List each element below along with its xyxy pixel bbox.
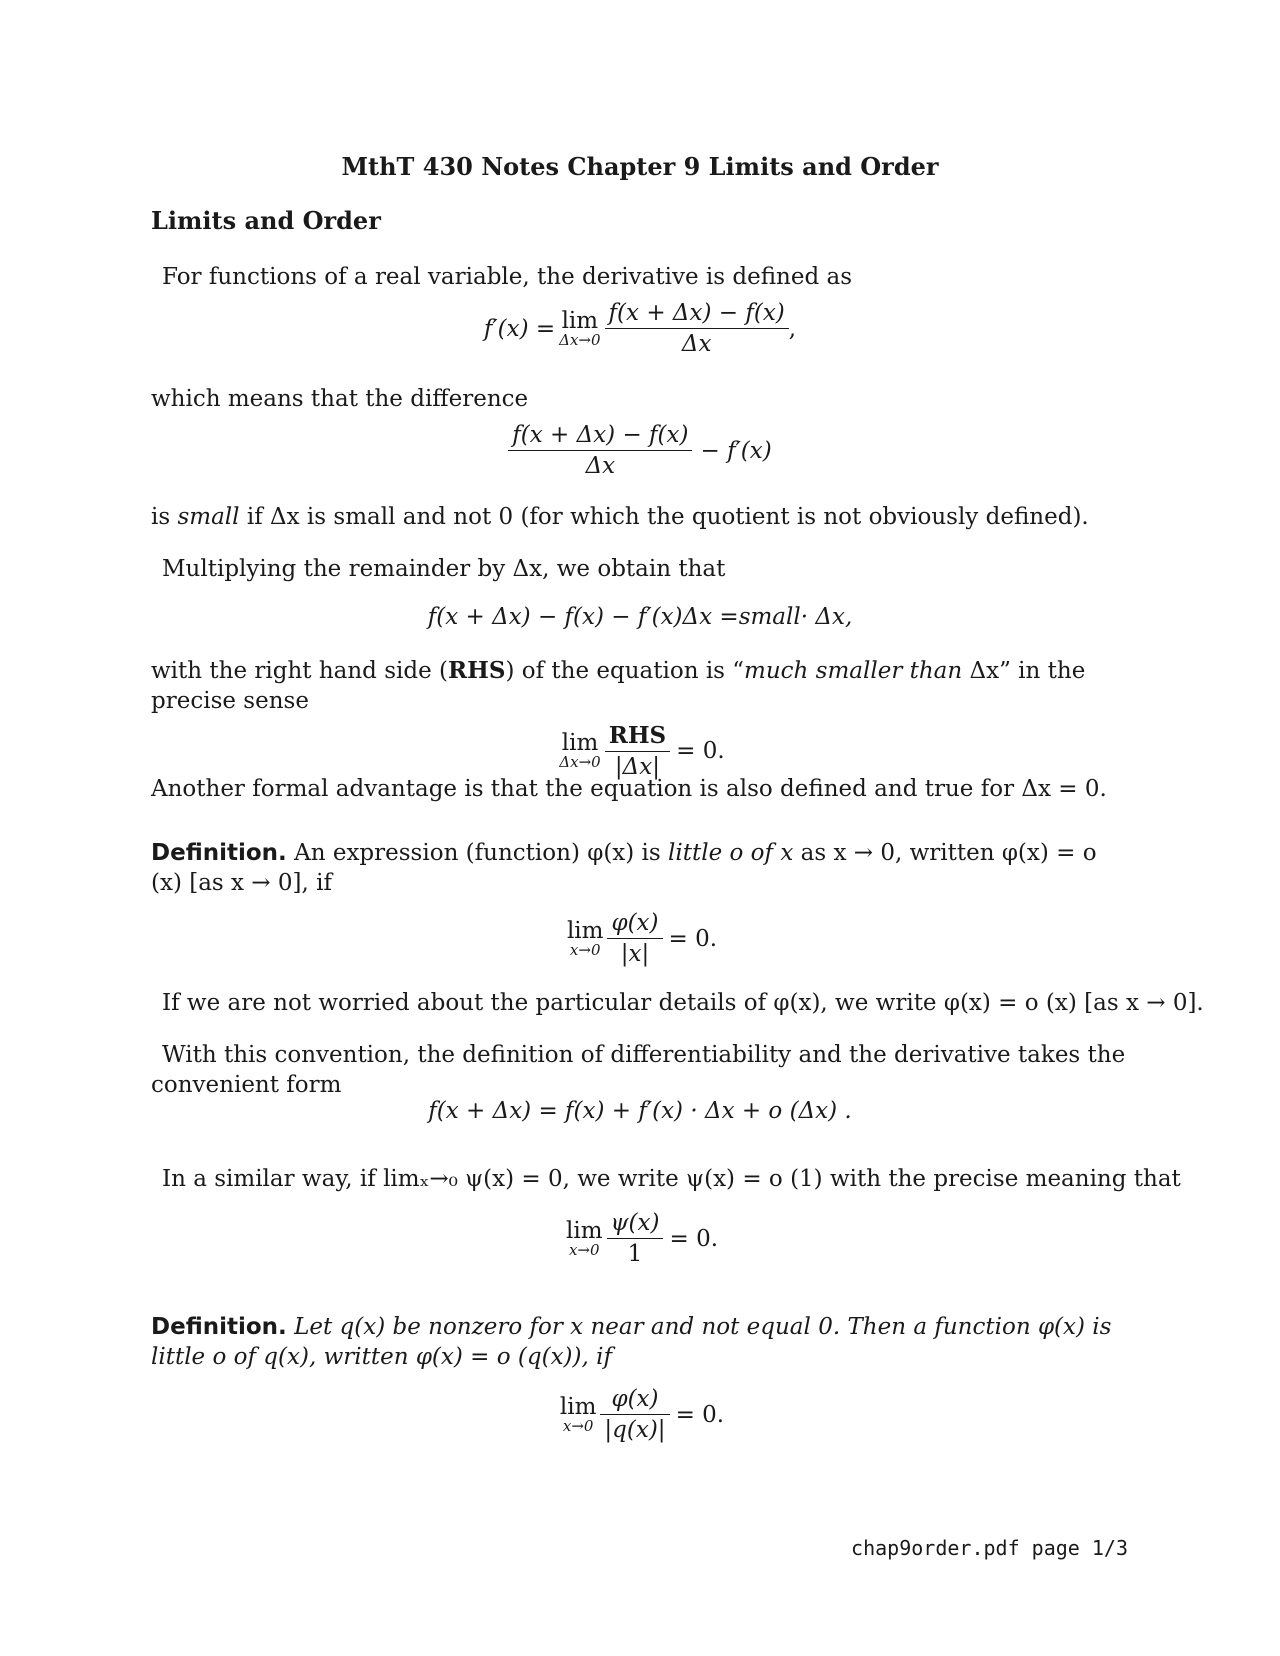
- eq8-fraction: [600, 1386, 669, 1443]
- def1-b: as x → 0, written φ(x) = o (x) [as x → 0], if: [151, 840, 1097, 896]
- eq5-denominator: |x|: [620, 941, 650, 967]
- paragraph-not-worried: If we are not worried about the particular details of φ(x), we write φ(x) = o (x) [as x → 0].: [162, 990, 1204, 1016]
- eq7-lim-sub: x→0: [568, 1240, 600, 1259]
- eq2-numerator: f(x + Δx) − f(x): [508, 422, 692, 451]
- def1-emphasis: little o of x: [668, 840, 794, 866]
- eq5-numerator: φ(x): [607, 910, 662, 939]
- eq1-denominator: Δx: [681, 331, 712, 357]
- eq5-fraction: [607, 910, 662, 967]
- p3-post: if Δx is small and not 0 (for which the quotient is not obviously defined).: [239, 504, 1089, 530]
- eq4-fraction: [605, 722, 670, 780]
- eq5-limit: [567, 919, 604, 959]
- def2-text: Let q(x) be nonzero for x near and not equal 0. Then a function φ(x) is little o of q(x), written φ(x) = o (q(x)), if: [151, 1314, 1112, 1370]
- equation-remainder: [0, 604, 1280, 630]
- p3-pre: is: [151, 504, 178, 530]
- eq4-tail: = 0.: [676, 738, 725, 764]
- eq1-numerator: f(x + Δx) − f(x): [605, 300, 789, 329]
- page-footer: chap9order.pdf page 1/3: [851, 1536, 1128, 1560]
- eq6-text: f(x + Δx) = f(x) + f′(x) · Δx + o (Δx) .: [428, 1098, 852, 1124]
- eq7-limit: [566, 1219, 603, 1259]
- paragraph-advantage: Another formal advantage is that the equation is also defined and true for Δx = 0.: [151, 776, 1107, 802]
- p3-emphasis: small: [177, 504, 240, 530]
- definition-little-o: [151, 838, 1131, 898]
- eq8-numerator: φ(x): [600, 1386, 669, 1415]
- paragraph-difference: which means that the difference: [151, 386, 529, 412]
- equation-o-one: [0, 1210, 1280, 1267]
- eq1-tail: ,: [788, 315, 797, 342]
- eq4-lim-sub: Δx→0: [559, 753, 601, 772]
- equation-rhs-limit: [0, 722, 1280, 780]
- eq8-limit: [560, 1395, 597, 1435]
- eq8-denominator: |q(x)|: [604, 1417, 666, 1443]
- section-heading: Limits and Order: [151, 206, 381, 235]
- eq7-numerator: ψ(x): [607, 1210, 664, 1239]
- def1-a: An expression (function) φ(x) is: [286, 840, 669, 866]
- eq3-left: f(x + Δx) − f(x) − f′(x)Δx =: [427, 604, 739, 630]
- eq8-lim-word: lim: [559, 1393, 597, 1420]
- p5-d: Δx” in the precise sense: [151, 658, 1086, 714]
- eq7-tail: = 0.: [669, 1225, 719, 1252]
- eq7-lim-word: lim: [565, 1217, 603, 1244]
- eq5-tail: = 0.: [668, 925, 718, 952]
- eq1-limit: [559, 309, 600, 349]
- eq4-numerator: RHS: [605, 722, 670, 752]
- eq2-fraction: [508, 422, 692, 479]
- equation-difference: [0, 422, 1280, 479]
- equation-differentiability: [0, 1098, 1280, 1124]
- eq8-lim-sub: x→0: [562, 1416, 594, 1435]
- eq4-limit: [559, 731, 600, 771]
- definition-little-o-of-q: [151, 1312, 1131, 1372]
- p5-c: ) of the equation is “: [505, 658, 745, 684]
- eq1-lim-word: lim: [561, 307, 599, 334]
- def2-label: Definition.: [151, 1314, 287, 1340]
- eq4-denominator: |Δx|: [614, 754, 660, 780]
- p5-emphasis: much smaller than: [744, 658, 963, 684]
- eq7-denominator: 1: [627, 1241, 643, 1267]
- document-title: MthT 430 Notes Chapter 9 Limits and Order: [341, 152, 939, 181]
- eq7-fraction: [607, 1210, 664, 1267]
- paragraph-multiplying: Multiplying the remainder by Δx, we obtain that: [162, 556, 726, 582]
- def1-label: Definition.: [151, 840, 287, 866]
- paragraph-similar-way: In a similar way, if limₓ→₀ ψ(x) = 0, we write ψ(x) = o (1) with the precise meaning that: [162, 1166, 1181, 1192]
- eq2-tail: − f′(x): [700, 437, 772, 464]
- eq2-denominator: Δx: [585, 453, 616, 479]
- paragraph-convention: With this convention, the definition of differentiability and the derivative takes the convenient form: [151, 1042, 1126, 1098]
- paragraph-rhs: [151, 656, 1131, 716]
- eq1-lhs: f′(x) =: [483, 315, 556, 342]
- eq1-lim-sub: Δx→0: [559, 330, 601, 349]
- equation-little-o-limit: [0, 910, 1280, 967]
- p5-rhs: RHS: [447, 657, 506, 684]
- eq8-tail: = 0.: [675, 1401, 725, 1428]
- p5-a: with the right hand side (: [151, 658, 448, 684]
- eq3-right: · Δx,: [800, 604, 853, 630]
- eq5-lim-sub: x→0: [569, 940, 601, 959]
- eq5-lim-word: lim: [566, 917, 604, 944]
- equation-derivative-definition: [0, 300, 1280, 357]
- eq4-lim-word: lim: [561, 730, 599, 757]
- equation-little-o-of-q-limit: [0, 1386, 1280, 1443]
- paragraph-small: [151, 502, 1089, 532]
- eq3-emphasis: small: [738, 604, 801, 630]
- paragraph-intro: For functions of a real variable, the derivative is defined as: [162, 264, 853, 290]
- eq1-fraction: [605, 300, 789, 357]
